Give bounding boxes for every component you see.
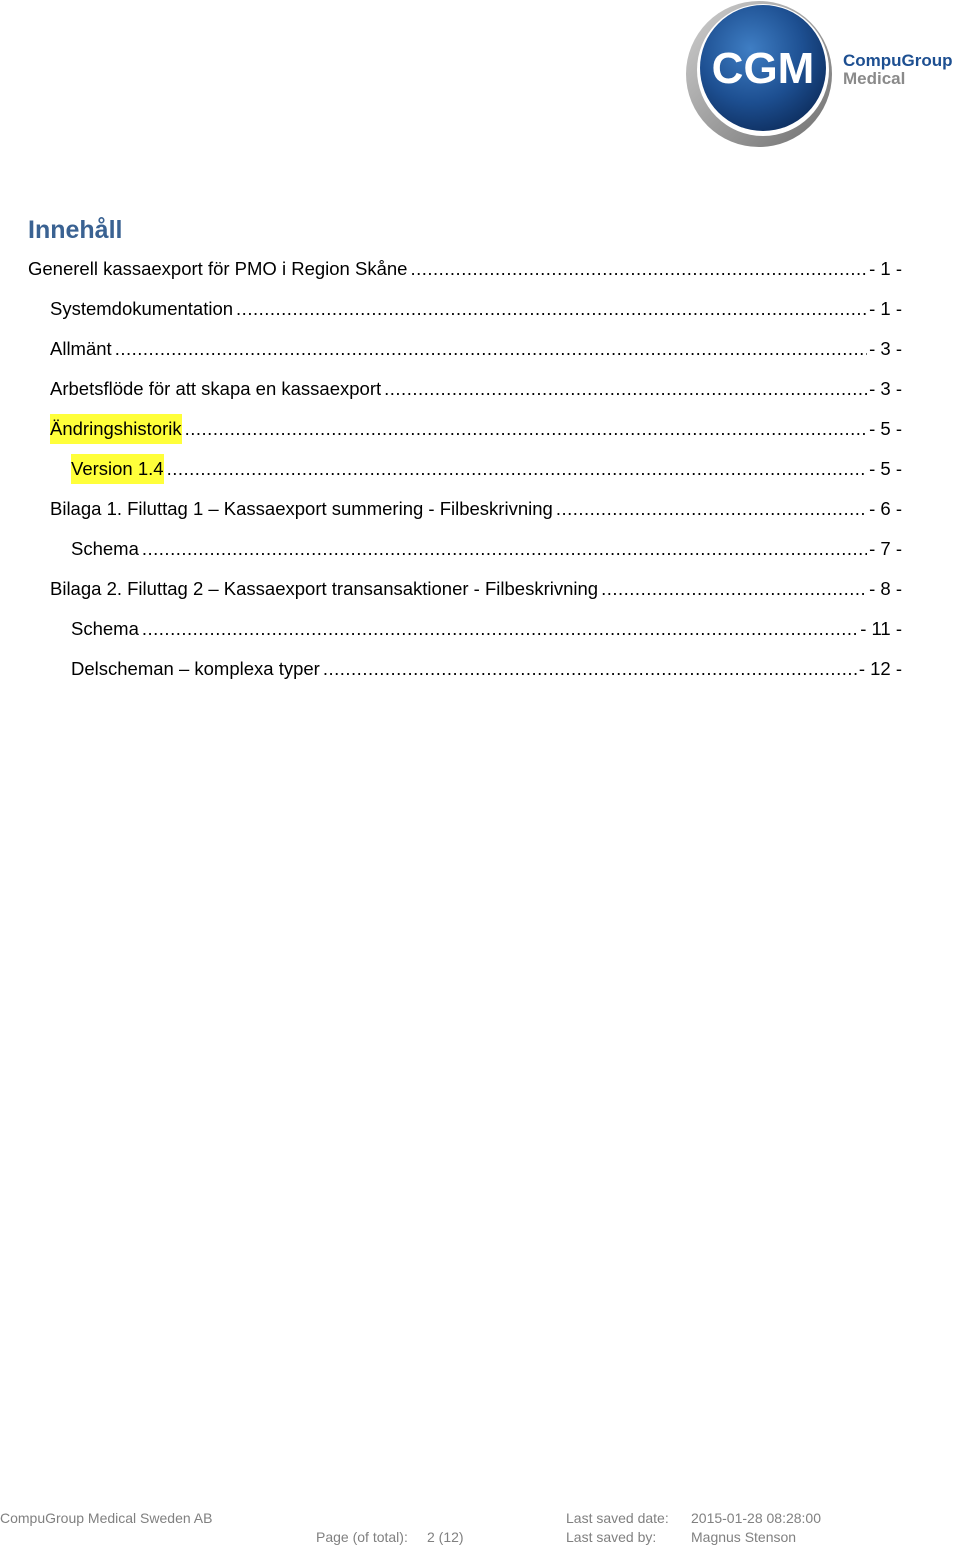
toc-entry-label[interactable]: Ändringshistorik [50,414,182,444]
toc-dot-leader [323,654,857,684]
toc-entry-page[interactable]: - 5 - [869,458,902,479]
toc-entry-line[interactable] [50,334,902,364]
toc-entry-page[interactable]: - 12 - [858,658,902,679]
logo-brand-line1: CompuGroup [843,51,953,70]
toc-entry-line[interactable] [71,614,902,644]
footer-saved-by-label: Last saved by: [566,1529,657,1545]
toc-entry-line[interactable] [71,454,902,484]
toc-entry-label[interactable]: Version 1.4 [71,454,164,484]
toc-entry-page[interactable]: - 6 - [869,498,902,519]
toc-entry-line[interactable] [71,534,902,564]
toc-dot-leader [167,454,868,484]
toc-entry-page[interactable]: - 1 - [869,298,902,319]
toc-entry[interactable] [0,334,960,374]
toc-entry-label[interactable]: Bilaga 1. Filuttag 1 – Kassaexport summering - Filbeskrivning [50,498,553,519]
toc-entry[interactable] [0,374,960,414]
toc-entry-page[interactable]: - 1 - [869,258,902,279]
toc-entry-line[interactable] [50,414,902,444]
toc-entry-line[interactable] [50,374,902,404]
toc-entry[interactable] [0,454,960,494]
toc-entry-line[interactable] [50,294,902,324]
page-footer [0,1508,960,1547]
cgm-logo-graphic [683,0,960,150]
toc-entry-page[interactable]: - 3 - [869,378,902,399]
toc-entry-line[interactable] [71,654,902,684]
toc-entry-line[interactable] [50,574,902,604]
toc-entry-label[interactable]: Systemdokumentation [50,298,234,319]
toc-entry-page[interactable]: - 11 - [860,618,902,639]
toc-dot-leader [410,254,867,284]
toc-entry-label[interactable]: Schema [71,618,139,639]
footer-saved-by-value: Magnus Stenson [691,1529,797,1545]
toc-dot-leader [115,334,867,364]
toc-entry-page[interactable]: - 7 - [869,538,902,559]
toc-entry-label[interactable]: Schema [71,538,139,559]
toc-entry[interactable] [0,494,960,534]
toc-entry[interactable] [0,294,960,334]
toc-dot-leader [556,494,867,524]
toc-entry-page[interactable]: - 8 - [869,578,902,599]
toc-dot-leader [601,574,867,604]
toc-entry-label[interactable]: Arbetsflöde för att skapa en kassaexport [50,378,382,399]
toc-entry-line[interactable] [28,254,902,284]
logo-mark-text: CGM [711,44,815,93]
logo-brand-line2: Medical [843,69,906,88]
toc-entry[interactable] [0,654,960,694]
table-of-contents [0,254,960,694]
toc-entry-line[interactable] [50,494,902,524]
toc-dot-leader [142,534,867,564]
toc-dot-leader [384,374,867,404]
toc-entry[interactable] [0,614,960,654]
cgm-logo [683,0,960,150]
toc-dot-leader [142,614,858,644]
footer-page-value: 2 (12) [427,1529,464,1545]
toc-dot-leader [236,294,867,324]
toc-entry[interactable] [0,414,960,454]
toc-title: Innehåll [28,216,123,244]
toc-entry-label[interactable]: Generell kassaexport för PMO i Region Skåne [28,258,408,279]
toc-entry-page[interactable]: - 5 - [869,418,902,439]
toc-dot-leader [185,414,867,444]
footer-page-label: Page (of total): [316,1529,408,1545]
toc-entry-page[interactable]: - 3 - [869,338,902,359]
footer-saved-date-value: 2015-01-28 08:28:00 [691,1510,821,1526]
footer-saved-date-label: Last saved date: [566,1510,669,1526]
footer-company: CompuGroup Medical Sweden AB [0,1510,213,1526]
toc-entry[interactable] [0,574,960,614]
toc-entry[interactable] [0,254,960,294]
toc-entry[interactable] [0,534,960,574]
toc-entry-label[interactable]: Delscheman – komplexa typer [71,658,320,679]
toc-entry-label[interactable]: Bilaga 2. Filuttag 2 – Kassaexport transansaktioner - Filbeskrivning [50,578,599,599]
toc-entry-label[interactable]: Allmänt [50,338,112,359]
